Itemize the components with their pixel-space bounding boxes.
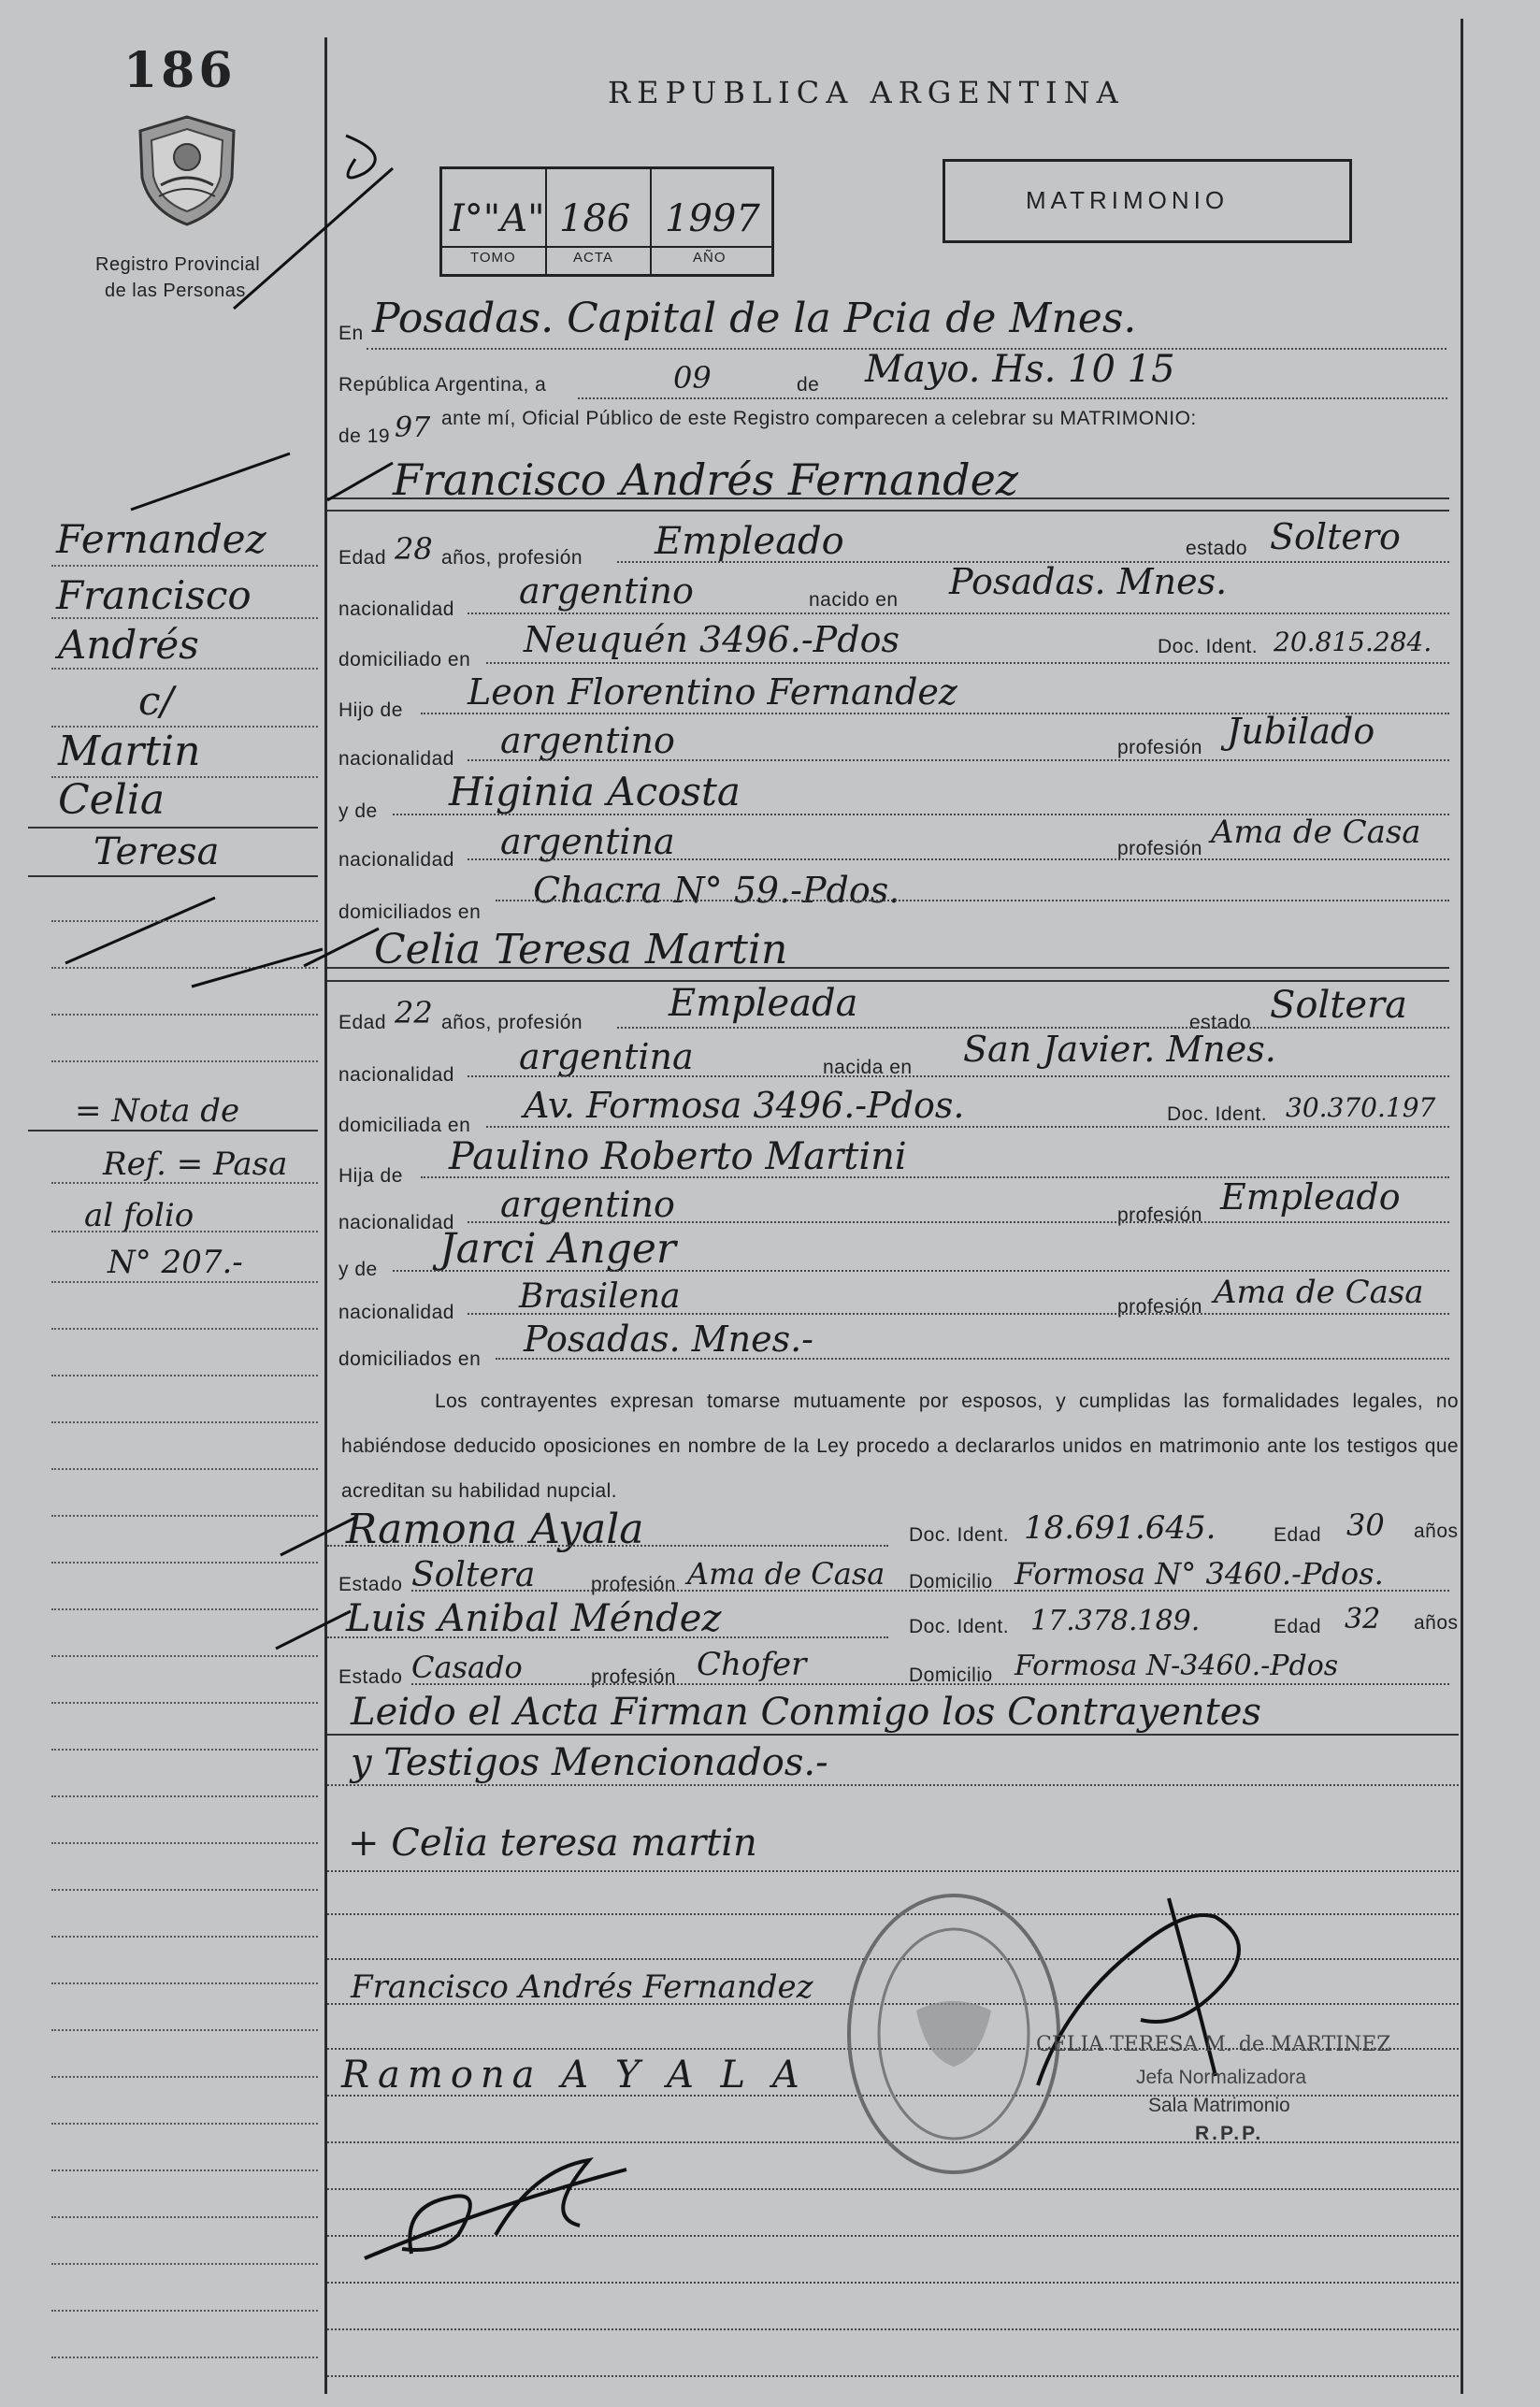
left-margin-rule [324, 37, 327, 2394]
official-abbr: R.P.P. [1195, 2123, 1264, 2144]
groom-mother-nat-label: nacionalidad [338, 849, 454, 871]
bride-hija-label: Hija de [338, 1165, 403, 1187]
groom-name: Francisco Andrés Fernandez [393, 454, 1019, 505]
bride-father-prof-label: profesión [1117, 1204, 1202, 1226]
bride-address: Av. Formosa 3496.-Pdos. [524, 1085, 965, 1126]
witness2-estado-label: Estado [338, 1666, 403, 1688]
witness1-strike-mark [276, 1513, 360, 1560]
bride-domicilio-label: domiciliada en [338, 1115, 471, 1136]
groom-profesion-label: años, profesión [441, 547, 583, 569]
groom-estado-label: estado [1186, 538, 1248, 559]
en-label: En [338, 323, 364, 344]
groom-doc: 20.815.284. [1274, 627, 1432, 657]
official-office: Sala Matrimonio [1148, 2095, 1290, 2116]
witness2-name: Luis Anibal Méndez [346, 1597, 722, 1640]
groom-edad-label: Edad [338, 547, 387, 569]
bride-mother-prof-label: profesión [1117, 1296, 1202, 1318]
official-name: CELIA TERESA M. de MARTINEZ [1036, 2033, 1391, 2056]
groom-mother-nat: argentina [500, 821, 675, 862]
acta-caption: ACTA [573, 250, 613, 266]
groom-father-nat: argentino [500, 720, 675, 761]
bride-father-nat-label: nacionalidad [338, 1212, 454, 1233]
bride-profession: Empleada [669, 982, 858, 1025]
groom-father: Leon Florentino Fernandez [468, 671, 957, 713]
margin-surname: Fernandez [56, 516, 266, 562]
bride-mother-nat: Brasilena [519, 1277, 681, 1316]
witness1-address: Formosa N° 3460.-Pdos. [1015, 1556, 1384, 1592]
groom-parents-address: Chacra N° 59.-Pdos. [533, 870, 900, 911]
year-prefix: de 19 [338, 425, 391, 447]
groom-mother-prof-label: profesión [1117, 838, 1202, 859]
witness2-domicilio-label: Domicilio [909, 1665, 993, 1686]
bride-strike-mark [299, 924, 383, 971]
witness1-edad-label: Edad [1274, 1524, 1322, 1546]
country-title: REPUBLICA ARGENTINA [608, 75, 1125, 110]
scribble-signature-icon [346, 2132, 655, 2272]
officer-statement: ante mí, Oficial Público de este Registro comparecen a celebrar su MATRIMONIO: [441, 408, 1197, 429]
witness1-anos-label: años [1414, 1521, 1459, 1542]
act-type-box [943, 159, 1352, 243]
bride-estado-label: estado [1189, 1012, 1252, 1033]
bride-parents-dom-label: domiciliados en [338, 1348, 482, 1370]
groom-domicilio-label: domiciliado en [338, 649, 471, 670]
registry-name-line2: de las Personas [105, 281, 246, 301]
declaration-text: Los contrayentes expresan tomarse mutuamente por esposos, y cumplidas las formalidades legales, no habiéndose deducido oposiciones en nombre de la Ley procedo a declararlos unidos en matrimonio ante los testigos que acreditan su habilidad nupcial. [341, 1391, 1459, 1502]
groom-nationality-label: nacionalidad [338, 598, 454, 620]
ano-value: 1997 [665, 197, 760, 240]
groom-doc-label: Doc. Ident. [1158, 636, 1259, 657]
bride-parents-address: Posadas. Mnes.- [524, 1319, 813, 1360]
place-value: Posadas. Capital de la Pcia de Mnes. [372, 295, 1137, 342]
witness1-doc: 18.691.645. [1024, 1509, 1216, 1547]
witness1-status: Soltera [411, 1556, 536, 1594]
closing-line2: y Testigos Mencionados.- [351, 1741, 828, 1784]
witness1-profesion-label: profesión [591, 1574, 676, 1595]
groom-father-prof-label: profesión [1117, 737, 1202, 758]
witness2-address: Formosa N-3460.-Pdos [1015, 1650, 1339, 1682]
bride-mother-nat-label: nacionalidad [338, 1302, 454, 1323]
bride-doc-label: Doc. Ident. [1167, 1103, 1268, 1125]
official-signature-icon [1029, 1889, 1272, 2095]
bride-mother: Jarci Anger [439, 1225, 676, 1273]
republica-label: República Argentina, a [338, 374, 547, 396]
witness1-profession: Ama de Casa [687, 1556, 885, 1592]
witness2-profession: Chofer [697, 1646, 807, 1683]
margin-conj: c/ [138, 678, 174, 724]
margin-given2: Andrés [58, 622, 199, 668]
margin-spouse-given2: Teresa [94, 830, 220, 873]
bride-profesion-label: años, profesión [441, 1012, 583, 1033]
groom-parents-dom-label: domiciliados en [338, 901, 482, 923]
margin-spouse-given1: Celia [58, 776, 166, 824]
groom-hijo-label: Hijo de [338, 699, 403, 721]
groom-yde-label: y de [338, 800, 378, 822]
witness1-doc-label: Doc. Ident. [909, 1524, 1010, 1546]
margin-strike-top [122, 444, 299, 519]
record-number-box [439, 166, 774, 277]
right-margin-rule [1461, 19, 1463, 2394]
groom-status: Soltero [1270, 516, 1401, 557]
groom-mother-prof: Ama de Casa [1211, 814, 1421, 851]
witness-signature: Ramona A Y A L A [341, 2054, 807, 2097]
bride-father-prof: Empleado [1220, 1176, 1401, 1218]
witness2-age: 32 [1345, 1603, 1381, 1636]
bride-edad-label: Edad [338, 1012, 387, 1033]
groom-father-prof: Jubilado [1227, 711, 1375, 752]
year-suffix: 97 [395, 411, 431, 444]
margin-note3: al folio [84, 1197, 194, 1234]
act-type-label: MATRIMONIO [1026, 186, 1230, 214]
groom-address: Neuquén 3496.-Pdos [524, 619, 900, 660]
bride-name: Celia Teresa Martin [374, 926, 788, 973]
closing-line1: Leido el Acta Firman Conmigo los Contrayentes [351, 1691, 1261, 1734]
margin-note4: N° 207.- [108, 1244, 243, 1281]
groom-strike-mark [323, 458, 397, 505]
witness2-doc: 17.378.189. [1030, 1605, 1201, 1637]
bride-nacida-label: nacida en [823, 1057, 913, 1078]
page-number: 186 [123, 42, 237, 99]
de-label: de [797, 374, 820, 396]
ano-caption: AÑO [693, 250, 727, 266]
witness1-age: 30 [1346, 1507, 1385, 1543]
groom-father-nat-label: nacionalidad [338, 748, 454, 770]
bride-nationality-label: nacionalidad [338, 1064, 454, 1086]
month-time-value: Mayo. Hs. 10 15 [865, 348, 1175, 391]
tomo-caption: TOMO [470, 250, 516, 266]
closing-note: + Celia teresa martin [348, 1822, 757, 1865]
witness2-status: Casado [411, 1650, 523, 1685]
groom-nationality: argentino [519, 570, 694, 612]
day-value: 09 [673, 360, 712, 396]
margin-spouse-surname: Martin [58, 728, 201, 775]
bride-age: 22 [395, 995, 433, 1031]
margin-note1: = Nota de [75, 1092, 240, 1130]
official-title: Jefa Normalizadora [1136, 2067, 1307, 2088]
groom-signature: Francisco Andrés Fernandez [351, 1968, 813, 2006]
bride-status: Soltera [1270, 984, 1407, 1027]
acta-value: 186 [559, 197, 631, 240]
bride-father-nat: argentino [500, 1184, 675, 1225]
bride-mother-prof: Ama de Casa [1214, 1274, 1424, 1311]
bride-birthplace: San Javier. Mnes. [963, 1029, 1276, 1070]
witness2-doc-label: Doc. Ident. [909, 1616, 1010, 1637]
header-flourish-icon [224, 131, 411, 318]
margin-note2: Ref. = Pasa [103, 1146, 288, 1183]
witness2-strike-mark [271, 1607, 355, 1653]
tomo-value: I°"A" [450, 197, 545, 240]
witness2-anos-label: años [1414, 1612, 1459, 1634]
witness1-domicilio-label: Domicilio [909, 1571, 993, 1593]
margin-given1: Francisco [56, 572, 252, 618]
bride-nationality: argentina [519, 1036, 694, 1077]
witness1-name: Ramona Ayala [346, 1506, 644, 1553]
bride-yde-label: y de [338, 1259, 378, 1280]
bride-doc: 30.370.197 [1286, 1092, 1436, 1123]
groom-profession: Empleado [655, 520, 844, 563]
groom-age: 28 [395, 531, 433, 567]
witness2-edad-label: Edad [1274, 1616, 1322, 1637]
groom-birthplace: Posadas. Mnes. [949, 561, 1228, 602]
bride-father: Paulino Roberto Martini [449, 1135, 907, 1178]
groom-nacido-label: nacido en [809, 589, 899, 611]
witness1-estado-label: Estado [338, 1574, 403, 1595]
registry-name-line1: Registro Provincial [95, 254, 261, 275]
witness2-profesion-label: profesión [591, 1666, 676, 1688]
groom-mother: Higinia Acosta [449, 769, 741, 814]
